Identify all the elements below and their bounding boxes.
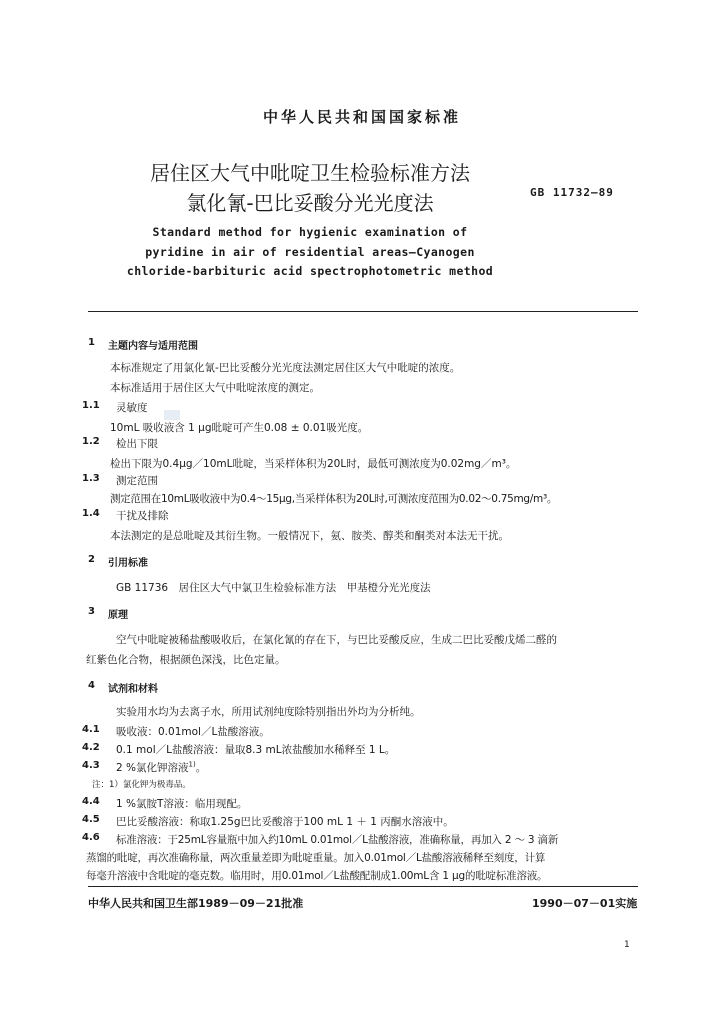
item-4-3-footnote-mark: 1) [188,760,196,769]
implementation-date: 1990－07－01实施 [532,897,638,910]
section-3-title: 原理 [108,610,128,621]
title-en-line-1: Standard method for hygienic examination of [152,225,468,239]
item-4-3-number: 4.3 [82,760,100,771]
section-4-title: 试剂和材料 [108,684,158,695]
section-4-intro: 实验用水均为去离子水，所用试剂纯度除特别指出外均为分析纯。 [116,706,421,718]
section-4-number: 4 [88,680,95,691]
item-4-2-number: 4.2 [82,742,100,753]
subsection-1-3-title: 测定范围 [116,475,158,487]
item-4-4-text: 1 %氯胺T溶液：临用现配。 [116,798,248,810]
item-4-3-line [116,760,206,775]
standard-number: GB 11732—89 [530,186,614,199]
section-1-title: 主题内容与适用范围 [108,341,198,352]
subsection-1-1-text: 10mL 吸收液含 1 μg吡啶可产生0.08 ± 0.01吸光度。 [110,422,369,434]
approval-date: 中华人民共和国卫生部1989－09－21批准 [88,897,304,910]
item-4-6-number: 4.6 [82,832,100,843]
subsection-1-1-number: 1.1 [82,400,100,411]
section-3-line-2: 红紫色化合物，根据颜色深浅，比色定量。 [86,654,286,666]
item-4-5-text: 巴比妥酸溶液：称取1.25g巴比妥酸溶于100 mL 1 ＋ 1 丙酮水溶液中。 [116,816,454,828]
item-4-3-text: 2 %氯化钾溶液 [116,762,189,774]
subsection-1-2-text: 检出下限为0.4μg／10mL吡啶，当采样体积为20L时，最低可测浓度为0.02mg／m³。 [110,458,517,470]
item-4-6-line-1: 标准溶液：于25mL容量瓶中加入约10mL 0.01mol／L盐酸溶液，准确称量，再加入 2 ～ 3 滴新 [116,834,559,846]
footnote: 注：1）氯化钾为极毒品。 [92,780,191,790]
section-1-paragraph-1: 本标准规定了用氯化氰-巴比妥酸分光光度法测定居住区大气中吡啶的浓度。 [110,362,461,374]
footer-divider [88,886,638,887]
section-3-line-1: 空气中吡啶被稀盐酸吸收后，在氯化氰的存在下，与巴比妥酸反应，生成二巴比妥酸戊烯二醛的 [116,634,557,646]
section-1-paragraph-2: 本标准适用于居住区大气中吡啶浓度的测定。 [110,382,320,394]
title-en-line-2: pyridine in air of residential areas—Cyanogen [145,245,475,259]
subsection-1-2-title: 检出下限 [116,438,158,450]
scan-smudge [164,410,180,420]
item-4-6-line-3: 每毫升溶液中含吡啶的毫克数。临用时，用0.01mol／L盐酸配制成1.00mL含 1 μg的吡啶标准溶液。 [86,870,548,882]
issuing-authority: 中华人民共和国国家标准 [262,108,461,126]
section-1-number: 1 [88,337,95,348]
subsection-1-4-number: 1.4 [82,508,100,519]
section-2-reference: GB 11736 居住区大气中氯卫生检验标准方法 甲基橙分光光度法 [116,582,431,594]
subsection-1-1-title: 灵敏度 [116,402,148,414]
item-4-4-number: 4.4 [82,796,100,807]
subsection-1-3-text: 测定范围在10mL吸收液中为0.4～15μg,当采样体积为20L时,可测浓度范围为0.02～0.75mg/m³。 [110,493,558,505]
item-4-6-line-2: 蒸馏的吡啶，再次准确称量，两次重量差即为吡啶重量。加入0.01mol／L盐酸溶液稀释至刻度，计算 [86,852,546,864]
subsection-1-4-title: 干扰及排除 [116,510,169,522]
subsection-1-4-text: 本法测定的是总吡啶及其衍生物。一般情况下，氨、胺类、醇类和酮类对本法无干扰。 [110,530,509,542]
item-4-1-number: 4.1 [82,724,100,735]
page-number: 1 [624,940,630,950]
item-4-1-text: 吸收液：0.01mol／L盐酸溶液。 [116,726,270,738]
section-2-number: 2 [88,554,95,565]
item-4-5-number: 4.5 [82,814,100,825]
section-2-title: 引用标准 [108,558,148,569]
title-zh-line-1: 居住区大气中吡啶卫生检验标准方法 [150,161,470,185]
header-divider [88,311,638,312]
subsection-1-3-number: 1.3 [82,473,100,484]
title-en-line-3: chloride-barbituric acid spectrophotometric method [126,264,494,278]
subsection-1-2-number: 1.2 [82,436,100,447]
section-3-number: 3 [88,606,95,617]
item-4-2-text: 0.1 mol／L盐酸溶液：量取8.3 mL浓盐酸加水稀释至 1 L。 [116,744,396,756]
title-zh-line-2: 氯化氰-巴比妥酸分光光度法 [186,191,434,215]
item-4-3-tail: 。 [195,762,207,774]
